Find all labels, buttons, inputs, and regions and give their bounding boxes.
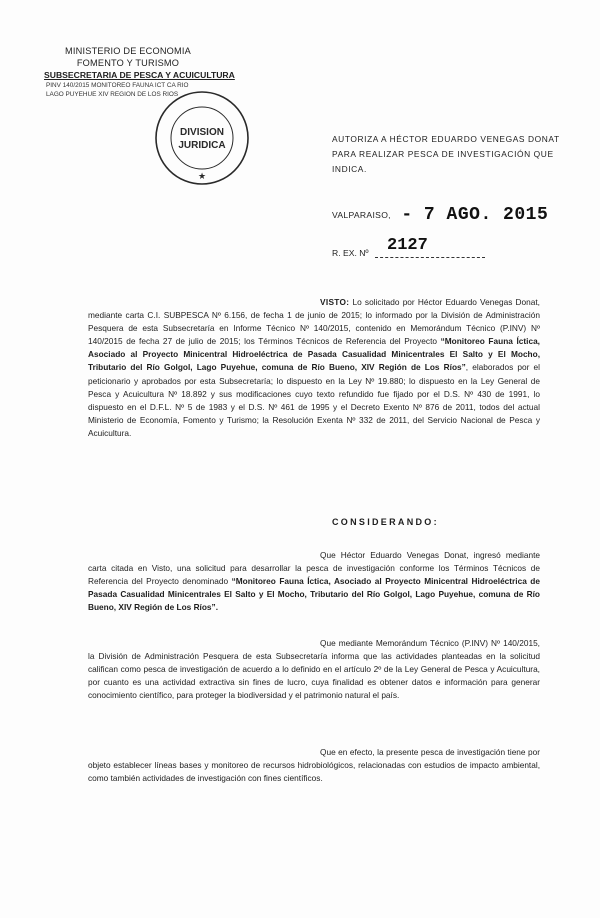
resolution-number: 2127 xyxy=(387,236,428,255)
considerando-paragraph-3 xyxy=(88,746,540,785)
star-icon: ★ xyxy=(197,171,207,181)
date-place: VALPARAISO, xyxy=(332,210,391,220)
ministry-name-line1: MINISTERIO DE ECONOMIA xyxy=(65,46,191,56)
stamp-label-line1: DIVISION xyxy=(180,127,224,138)
considerando-p2-text: Que mediante Memorándum Técnico (P.INV) Nº 140/2015, la División de Administración Pesquera de esta Subsecretaría informa que las actividades planteadas en la solicitud califican como pesca de investigación de acuerdo a lo definido en el artículo 2º de la Ley General de Pesca y Acuicultura, por cuanto es una actividad extractiva sin fines de lucro, cuya finalidad es obtener datos e información para generar conocimiento científico, para proteger la biodiversidad y el patrimonio natural el país. xyxy=(88,638,540,701)
considerando-paragraph-1 xyxy=(88,549,540,614)
ministry-name-line2: FOMENTO Y TURISMO xyxy=(76,58,180,68)
reference-line2: LAGO PUYEHUE XIV REGION DE LOS RIOS xyxy=(46,91,179,98)
resolution-number-row xyxy=(332,236,485,258)
visto-text-a: Lo solicitado por Héctor Eduardo Venegas Donat, mediante carta C.I. SUBPESCA Nº 6.156, de fecha 1 de junio de 2015; lo informado por la División de Administración Pesquera de esta Subsecretaría en Informe Técnico Nº 140/2015, contenido en Memorándum Técnico (P.INV) Nº 140/2015 de fecha 27 de julio de 2015; los Términos Técnicos de Referencia del Proyecto xyxy=(88,297,540,347)
visto-project-title: “Monitoreo Fauna Íctica, Asociado al Proyecto Minicentral Hidroeléctrica de Pasada Casualidad Minicentrales El Salto y El Mocho, Tributario del Río Golgol, Lago Puyehue, comuna de Río Bueno, XIV Región de Los Ríos” xyxy=(88,336,540,373)
considerando-p1-project-title: “Monitoreo Fauna Íctica, Asociado al Proyecto Minicentral Hidroeléctrica de Pasada Casualidad Minicentrales El Salto y El Mocho, Tributario del Río Golgol, Lago Puyehue, comuna de Río Bueno, XIV Región de Los Ríos”. xyxy=(88,576,540,613)
subsecretaria-name: SUBSECRETARIA DE PESCA Y ACUICULTURA xyxy=(44,70,235,80)
place-and-date xyxy=(332,205,548,225)
visto-text-b: , elaborados por el peticionario y aprobados por esta Subsecretaría; lo dispuesto en la Ley Nº 19.880; lo dispuesto en la Ley General de Pesca y Acuicultura Nº 18.892 y sus modificaciones cuyo texto refundido fue fijado por el D.S. Nº 430 de 1991, lo dispuesto en el D.F.L. Nº 5 de 1983 y el D.S. Nº 461 de 1995 y el Decreto Exento Nº 876 de 2011, todos del actual Ministerio de Economía, Fomento y Turismo; la Resolución Exenta Nº 332 de 2011, del Servicio Nacional de Pesca y Acuicultura. xyxy=(88,362,540,438)
stamp-inner-ring xyxy=(171,107,233,169)
considerando-heading: CONSIDERANDO: xyxy=(332,517,439,527)
date-stamp: - 7 AGO. 2015 xyxy=(401,205,549,225)
reference-line1: PINV 140/2015 MONITOREO FAUNA ICT CA RIO xyxy=(46,82,189,89)
visto-label: VISTO: xyxy=(320,297,350,307)
resolution-number-line xyxy=(375,236,485,258)
visto-paragraph xyxy=(88,296,540,440)
resolution-number-label: R. EX. Nº xyxy=(332,248,369,258)
considerando-paragraph-2 xyxy=(88,637,540,702)
considerando-p1-text: Que Héctor Eduardo Venegas Donat, ingresó mediante carta citada en Visto, una solicitud para desarrollar la pesca de investigación conforme los Términos Técnicos de Referencia del Proyecto denominado xyxy=(88,550,540,587)
resolution-summary: AUTORIZA A HÉCTOR EDUARDO VENEGAS DONAT PARA REALIZAR PESCA DE INVESTIGACIÓN QUE INDICA. xyxy=(332,134,560,174)
stamp-label-line2: JURIDICA xyxy=(178,140,226,151)
division-juridica-stamp xyxy=(152,88,252,188)
considerando-p3-text: Que en efecto, la presente pesca de investigación tiene por objeto establecer líneas bases y monitoreo de recursos hidrobiológicos, relacionadas con estudios de impacto ambiental, como también actividades de investigación con fines científicos. xyxy=(88,747,540,784)
